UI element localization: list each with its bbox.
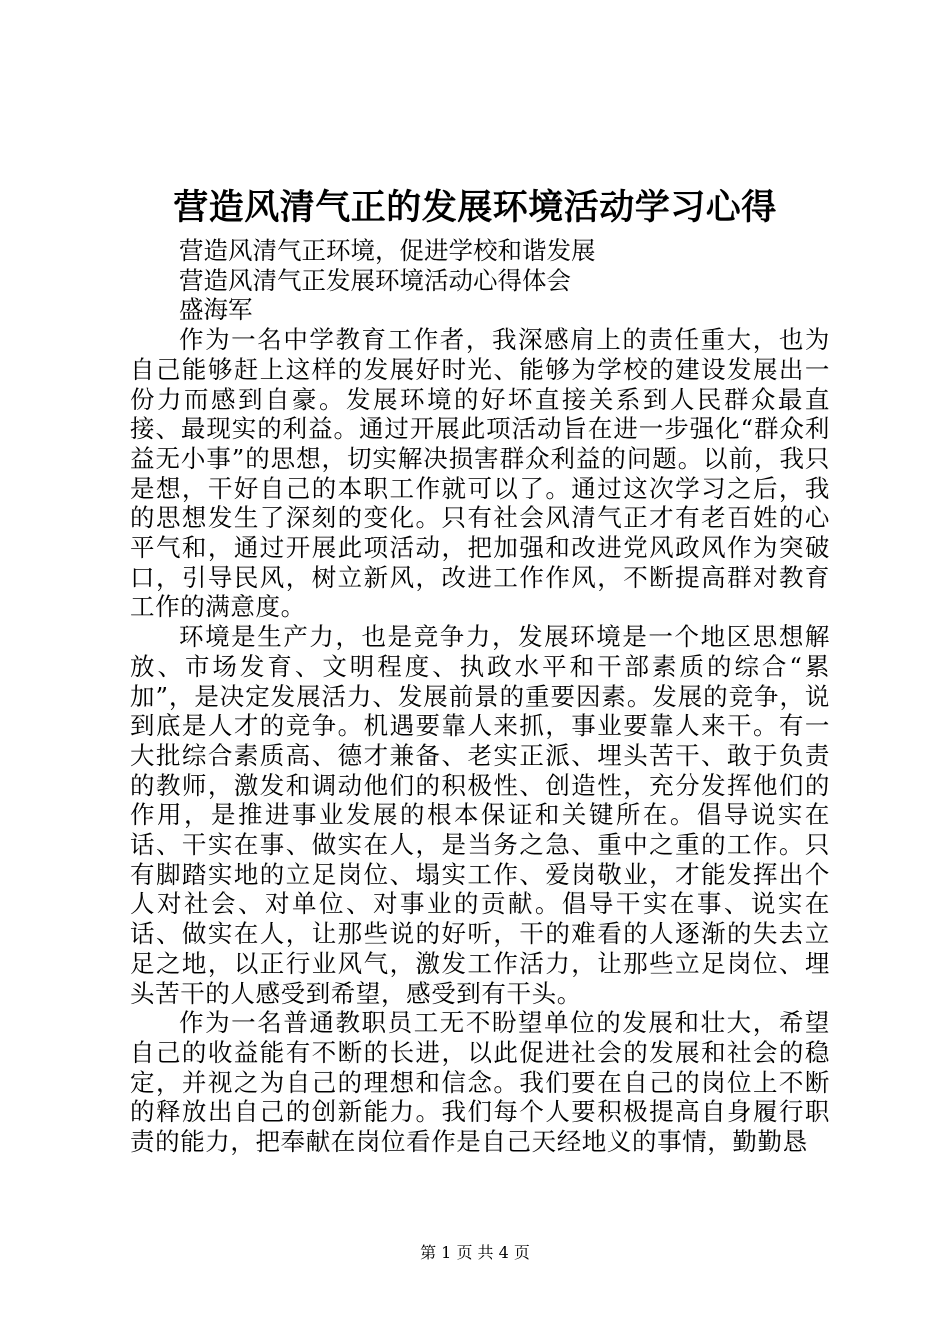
body-paragraph: 作为一名普通教职员工无不盼望单位的发展和壮大，希望自己的收益能有不断的长进，以此促进社会的发展和社会的稳定，并视之为自己的理想和信念。我们要在自己的岗位上不断的释放出自己的创新能力。我们每个人要积极提高自身履行职责的能力，把奉献在岗位看作是自己天经地义的事情，勤勤恳 xyxy=(130,1008,830,1157)
page-footer: 第 1 页 共 4 页 xyxy=(420,1243,530,1262)
subtitle-line: 营造风清气正环境，促进学校和谐发展 xyxy=(179,236,596,265)
document-title: 营造风清气正的发展环境活动学习心得 xyxy=(173,187,777,228)
author-name: 盛海军 xyxy=(179,295,253,325)
body-paragraph: 环境是生产力，也是竞争力，发展环境是一个地区思想解放、市场发育、文明程度、执政水平和干部素质的综合“累加”，是决定发展活力、发展前景的重要因素。发展的竞争，说到底是人才的竞争。机遇要靠人来抓，事业要靠人来干。有一大批综合素质高、德才兼备、老实正派、埋头苦干、敢于负责的教师，激发和调动他们的积极性、创造性，充分发挥他们的作用，是推进事业发展的根本保证和关键所在。倡导说实在话、干实在事、做实在人，是当务之急、重中之重的工作。只有脚踏实地的立足岗位、塌实工作、爱岗敬业，才能发挥出个人对社会、对单位、对事业的贡献。倡导干实在事、说实在话、做实在人，让那些说的好听，干的难看的人逐渐的失去立足之地，以正行业风气，激发工作活力，让那些立足岗位、埋头苦干的人感受到希望，感受到有干头。 xyxy=(130,622,830,1008)
document-body xyxy=(130,236,830,1157)
body-paragraph: 作为一名中学教育工作者，我深感肩上的责任重大，也为自己能够赶上这样的发展好时光、能够为学校的建设发展出一份力而感到自豪。发展环境的好坏直接关系到人民群众最直接、最现实的利益。通过开展此项活动旨在进一步强化“群众利益无小事”的思想，切实解决损害群众利益的问题。以前，我只是想，干好自己的本职工作就可以了。通过这次学习之后，我的思想发生了深刻的变化。只有社会风清气正才有老百姓的心平气和，通过开展此项活动，把加强和改进党风政风作为突破口，引导民风，树立新风，改进工作作风，不断提高群对教育工作的满意度。 xyxy=(130,325,830,622)
subtitle-line: 营造风清气正发展环境活动心得体会 xyxy=(179,265,571,295)
